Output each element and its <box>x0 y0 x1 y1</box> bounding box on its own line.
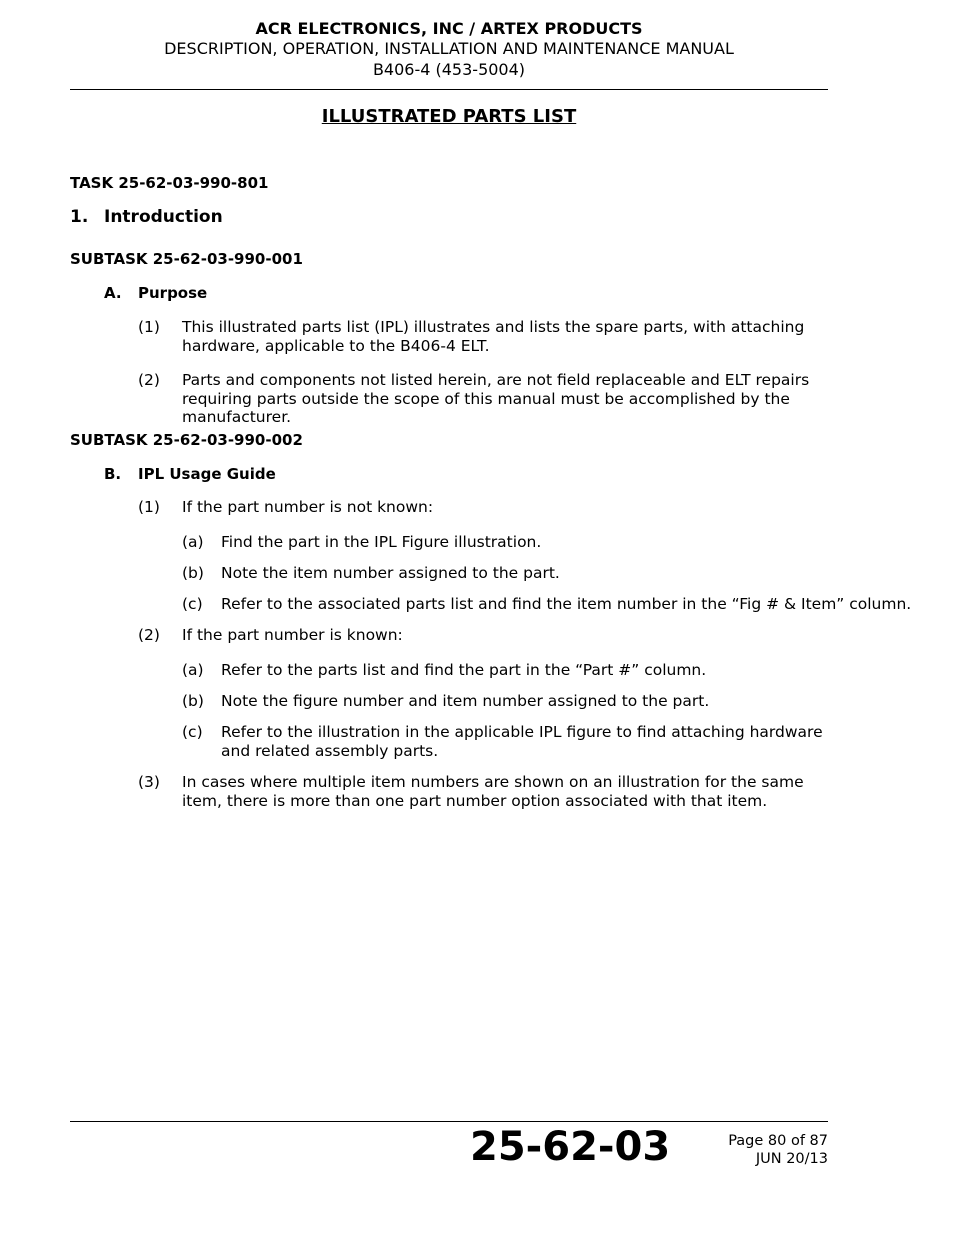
subtask-id-1: SUBTASK 25-62-03-990-001 <box>70 250 303 268</box>
sub-item-letter: (a) <box>182 661 204 679</box>
subheading-purpose <box>104 284 207 302</box>
subheading-label: Purpose <box>138 284 208 302</box>
sub-item-text: Note the item number assigned to the part. <box>221 564 560 582</box>
task-id: TASK 25-62-03-990-801 <box>70 174 269 192</box>
model-number: B406-4 (453-5004) <box>372 60 526 79</box>
item-number: (2) <box>138 371 160 389</box>
sub-item-letter: (c) <box>182 723 203 741</box>
section-heading <box>70 207 223 227</box>
sub-item-text: Refer to the parts list and find the part in the “Part #” column. <box>221 661 707 679</box>
item-text: This illustrated parts list (IPL) illustrates and lists the spare parts, with attaching hardware, applicable to the B406-4 ELT. <box>182 318 805 355</box>
subheading-label: IPL Usage Guide <box>138 465 276 483</box>
sub-item-text: Refer to the associated parts list and find the item number in the “Fig # & Item” column. <box>221 595 912 613</box>
sub-item-text: Refer to the illustration in the applicable IPL figure to find attaching hardware and related assembly parts. <box>221 723 823 760</box>
subheading-usage-guide <box>104 465 276 483</box>
item-number: (1) <box>138 498 160 516</box>
item-text: In cases where multiple item numbers are shown on an illustration for the same item, there is more than one part number option associated with that item. <box>182 773 804 810</box>
footer-rule <box>70 1121 828 1122</box>
section-label: Introduction <box>104 207 223 227</box>
sub-item-letter: (a) <box>182 533 204 551</box>
company-name: ACR ELECTRONICS, INC / ARTEX PRODUCTS <box>255 19 643 38</box>
item-number: (1) <box>138 318 160 336</box>
subtask-id-2: SUBTASK 25-62-03-990-002 <box>70 431 303 449</box>
item-text: Parts and components not listed herein, are not field replaceable and ELT repairs requiring parts outside the scope of this manual must be accomplished by the manufacturer. <box>182 371 810 426</box>
page-title: ILLUSTRATED PARTS LIST <box>321 106 577 127</box>
sub-item-letter: (b) <box>182 692 204 710</box>
manual-title: DESCRIPTION, OPERATION, INSTALLATION AND MAINTENANCE MANUAL <box>164 39 734 58</box>
revision-date: JUN 20/13 <box>755 1151 828 1167</box>
item-number: (3) <box>138 773 160 791</box>
subheading-letter: B. <box>104 465 122 483</box>
document-code: 25-62-03 <box>470 1124 671 1170</box>
item-text: If the part number is known: <box>182 626 403 644</box>
item-number: (2) <box>138 626 160 644</box>
item-text: If the part number is not known: <box>182 498 434 516</box>
sub-item-letter: (c) <box>182 595 203 613</box>
section-number: 1. <box>70 207 89 227</box>
sub-item-text: Find the part in the IPL Figure illustration. <box>221 533 542 551</box>
header-rule <box>70 89 828 90</box>
page-number: Page 80 of 87 <box>728 1133 828 1149</box>
subheading-letter: A. <box>104 284 122 302</box>
sub-item-letter: (b) <box>182 564 204 582</box>
sub-item-text: Note the figure number and item number assigned to the part. <box>221 692 710 710</box>
